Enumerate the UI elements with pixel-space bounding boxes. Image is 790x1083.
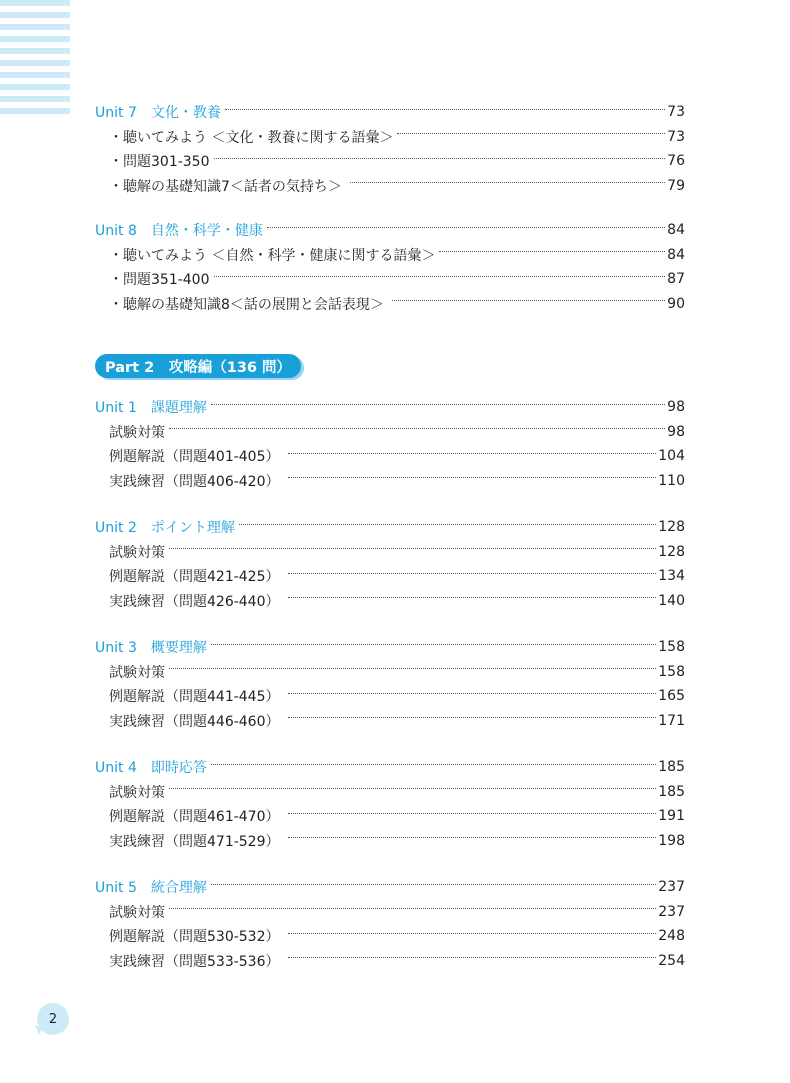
dot-leader [288,933,656,934]
item-label: ・聴解の基礎知識7＜話者の気持ち＞ [109,178,347,195]
toc-unit-row[interactable] [95,635,685,660]
page-ref: 104 [658,448,685,465]
item-label: 実践練習（問題471-529） [109,833,284,850]
item-label: 例題解説（問題401-405） [109,449,284,466]
page-ref: 185 [658,783,685,800]
stripe [0,12,70,18]
dot-leader [169,908,656,909]
page-ref: 84 [667,222,685,239]
page-ref: 128 [658,519,685,536]
unit-title: Unit 3 概要理解 [95,640,207,657]
toc-item-row[interactable] [95,949,685,974]
dot-leader [288,813,656,814]
dot-leader [288,597,656,598]
part2-contents [95,395,685,973]
dot-leader [350,182,665,183]
page-ref: 134 [658,568,685,585]
stripe [0,24,70,30]
toc-unit-row[interactable] [95,515,685,540]
dot-leader [169,668,656,669]
toc-item-row[interactable] [95,267,685,292]
toc-item-row[interactable] [95,174,685,199]
item-label: ・聴解の基礎知識8＜話の展開と会話表現＞ [109,296,389,313]
dot-leader [225,109,665,110]
stripe [0,96,70,102]
page-ref: 185 [658,759,685,776]
dot-leader [392,300,665,301]
page-ref: 87 [667,271,685,288]
page-ref: 191 [658,808,685,825]
page-ref: 98 [667,399,685,416]
item-label: 試験対策 [109,784,165,801]
dot-leader [239,524,656,525]
item-label: ・問題351-400 [109,272,210,289]
item-label: 実践練習（問題533-536） [109,953,284,970]
unit-title: Unit 8 自然・科学・健康 [95,223,263,240]
toc-item-row[interactable] [95,540,685,565]
toc-item-row[interactable] [95,589,685,614]
dot-leader [288,453,656,454]
dot-leader [288,717,656,718]
dot-leader [169,428,665,429]
dot-leader [288,573,656,574]
unit-title: Unit 7 文化・教養 [95,105,221,122]
toc-item-row[interactable] [95,804,685,829]
stripe [0,60,70,66]
toc-item-row[interactable] [95,125,685,150]
dot-leader [288,837,656,838]
unit-title: Unit 2 ポイント理解 [95,520,235,537]
dot-leader [288,957,656,958]
unit-title: Unit 5 統合理解 [95,880,207,897]
page-ref: 73 [667,104,685,121]
corner-stripes [0,0,70,118]
item-label: ・問題301-350 [109,154,210,171]
dot-leader [211,644,656,645]
toc-item-row[interactable] [95,780,685,805]
page-ref: 79 [667,177,685,194]
dot-leader [288,477,656,478]
toc-item-row[interactable] [95,660,685,685]
dot-leader [211,884,656,885]
stripe [0,36,70,42]
item-label: 実践練習（問題446-460） [109,713,284,730]
page-ref: 165 [658,688,685,705]
toc-item-row[interactable] [95,924,685,949]
stripe [0,72,70,78]
toc-item-row[interactable] [95,420,685,445]
toc-item-row[interactable] [95,243,685,268]
toc-unit-row[interactable] [95,218,685,243]
unit-title: Unit 4 即時応答 [95,760,207,777]
part2-badge: Part 2 攻略編（136 問） [95,354,301,378]
stripe [0,48,70,54]
item-label: 実践練習（問題426-440） [109,593,284,610]
dot-leader [397,133,665,134]
item-label: 試験対策 [109,424,165,441]
toc-item-row[interactable] [95,444,685,469]
item-label: 例題解説（問題461-470） [109,809,284,826]
item-label: 試験対策 [109,544,165,561]
page-ref: 73 [667,128,685,145]
toc-item-row[interactable] [95,149,685,174]
toc-item-row[interactable] [95,709,685,734]
item-label: 例題解説（問題530-532） [109,929,284,946]
dot-leader [214,158,666,159]
dot-leader [211,764,656,765]
item-label: 例題解説（問題441-445） [109,689,284,706]
dot-leader [169,788,656,789]
page-ref: 128 [658,543,685,560]
toc-unit-row[interactable] [95,100,685,125]
toc-unit-row[interactable] [95,875,685,900]
table-of-contents [95,100,685,316]
page-ref: 237 [658,903,685,920]
dot-leader [267,227,665,228]
item-label: ・聴いてみよう ＜文化・教養に関する語彙＞ [109,129,394,146]
toc-item-row[interactable] [95,684,685,709]
page-ref: 158 [658,663,685,680]
page-ref: 237 [658,879,685,896]
page-ref: 140 [658,592,685,609]
dot-leader [288,693,656,694]
dot-leader [439,251,665,252]
stripe [0,108,70,114]
page-number: 2 [37,1003,69,1035]
dot-leader [214,276,666,277]
toc-item-row[interactable] [95,829,685,854]
stripe [0,0,70,6]
toc-item-row[interactable] [95,564,685,589]
page-ref: 248 [658,928,685,945]
page-ref: 90 [667,295,685,312]
page-ref: 76 [667,153,685,170]
page-ref: 84 [667,246,685,263]
item-label: 例題解説（問題421-425） [109,569,284,586]
page-ref: 98 [667,423,685,440]
page-ref: 198 [658,832,685,849]
toc-unit-row[interactable] [95,395,685,420]
dot-leader [211,404,665,405]
item-label: 試験対策 [109,664,165,681]
page-ref: 110 [658,472,685,489]
dot-leader [169,548,656,549]
toc-item-row[interactable] [95,292,685,317]
toc-unit-row[interactable] [95,755,685,780]
page-ref: 158 [658,639,685,656]
page-ref: 171 [658,712,685,729]
item-label: 実践練習（問題406-420） [109,473,284,490]
unit-title: Unit 1 課題理解 [95,400,207,417]
stripe [0,84,70,90]
page-ref: 254 [658,952,685,969]
toc-item-row[interactable] [95,900,685,925]
item-label: ・聴いてみよう ＜自然・科学・健康に関する語彙＞ [109,247,436,264]
toc-item-row[interactable] [95,469,685,494]
item-label: 試験対策 [109,904,165,921]
